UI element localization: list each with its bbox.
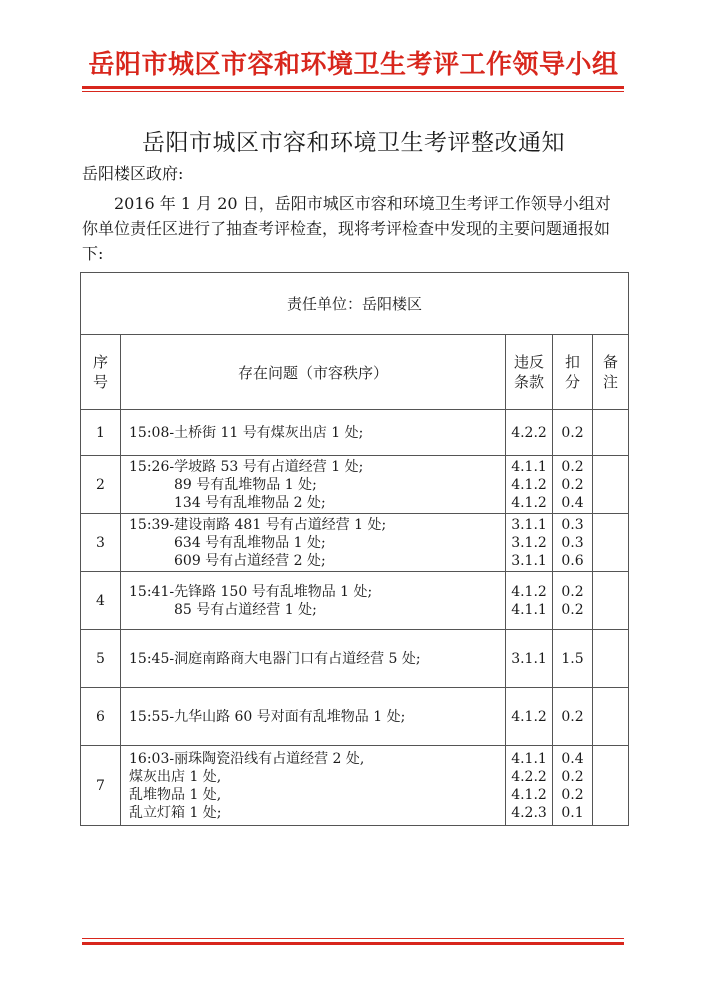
code-value: 4.2.2 xyxy=(511,424,547,441)
row-code xyxy=(506,746,553,826)
row-issue xyxy=(121,688,506,746)
row-code xyxy=(506,630,553,688)
deduct-value: 0.2 xyxy=(561,768,584,785)
issue-line: 16:03-丽珠陶瓷沿线有占道经营 2 处, xyxy=(129,750,365,767)
table-row xyxy=(81,514,629,572)
row-seq: 6 xyxy=(81,688,121,746)
issue-line: 乱堆物品 1 处, xyxy=(129,786,222,803)
row-seq: 1 xyxy=(81,410,121,456)
deduct-value: 0.2 xyxy=(561,458,584,475)
row-issue xyxy=(121,746,506,826)
issue-line: 609 号有占道经营 2 处; xyxy=(174,552,326,569)
row-issue xyxy=(121,410,506,456)
row-deduct xyxy=(553,746,593,826)
deduct-value: 0.6 xyxy=(561,552,584,569)
issue-line: 634 号有乱堆物品 1 处; xyxy=(174,534,326,551)
issue-line: 85 号有占道经营 1 处; xyxy=(174,601,317,618)
code-value: 3.1.2 xyxy=(511,534,547,551)
row-deduct xyxy=(553,456,593,514)
row-code xyxy=(506,688,553,746)
row-code xyxy=(506,514,553,572)
code-value: 4.2.3 xyxy=(511,804,547,821)
addressee: 岳阳楼区政府: xyxy=(82,164,184,183)
issue-line: 15:55-九华山路 60 号对面有乱堆物品 1 处; xyxy=(129,708,406,725)
code-value: 4.1.2 xyxy=(511,708,547,725)
code-value: 4.1.2 xyxy=(511,476,547,493)
header-code: 违反条款 xyxy=(506,335,553,410)
code-value: 4.2.2 xyxy=(511,768,547,785)
header-issue: 存在问题（市容秩序） xyxy=(121,335,506,410)
code-value: 3.1.1 xyxy=(511,650,547,667)
issue-line: 乱立灯箱 1 处; xyxy=(129,804,222,821)
deduct-value: 0.2 xyxy=(561,708,584,725)
deduct-value: 0.2 xyxy=(561,786,584,803)
header-rule-thin xyxy=(82,91,624,92)
code-value: 3.1.1 xyxy=(511,552,547,569)
footer-rule-thick xyxy=(82,942,624,945)
deduct-value: 0.2 xyxy=(561,476,584,493)
row-deduct xyxy=(553,410,593,456)
issue-line: 煤灰出店 1 处, xyxy=(129,768,222,785)
row-issue xyxy=(121,630,506,688)
table-row xyxy=(81,410,629,456)
deduct-value: 1.5 xyxy=(561,650,584,667)
deduct-value: 0.3 xyxy=(561,534,584,551)
row-note xyxy=(593,410,629,456)
code-value: 4.1.1 xyxy=(511,750,547,767)
table-row xyxy=(81,746,629,826)
row-note xyxy=(593,688,629,746)
row-seq: 7 xyxy=(81,746,121,826)
row-note xyxy=(593,456,629,514)
header-note: 备注 xyxy=(593,335,629,410)
row-seq: 2 xyxy=(81,456,121,514)
row-note xyxy=(593,746,629,826)
code-value: 4.1.1 xyxy=(511,458,547,475)
issue-line: 15:41-先锋路 150 号有乱堆物品 1 处; xyxy=(129,583,373,600)
row-code xyxy=(506,410,553,456)
issue-line: 15:45-洞庭南路商大电器门口有占道经营 5 处; xyxy=(129,650,421,667)
responsible-unit: 责任单位：岳阳楼区 xyxy=(81,273,629,335)
row-deduct xyxy=(553,688,593,746)
code-value: 4.1.2 xyxy=(511,583,547,600)
row-seq: 3 xyxy=(81,514,121,572)
row-issue xyxy=(121,514,506,572)
table-row xyxy=(81,456,629,514)
org-header-title: 岳阳市城区市容和环境卫生考评工作领导小组 xyxy=(88,50,619,80)
row-code xyxy=(506,456,553,514)
deduct-value: 0.3 xyxy=(561,516,584,533)
row-note xyxy=(593,572,629,630)
issues-table xyxy=(80,272,629,826)
issue-line: 15:39-建设南路 481 号有占道经营 1 处; xyxy=(129,516,387,533)
row-deduct xyxy=(553,630,593,688)
deduct-value: 0.4 xyxy=(561,750,584,767)
footer-rule-thin xyxy=(82,938,624,939)
code-value: 4.1.2 xyxy=(511,494,547,511)
code-value: 4.1.1 xyxy=(511,601,547,618)
deduct-value: 0.4 xyxy=(561,494,584,511)
row-seq: 5 xyxy=(81,630,121,688)
row-deduct xyxy=(553,514,593,572)
row-issue xyxy=(121,456,506,514)
row-note xyxy=(593,514,629,572)
row-deduct xyxy=(553,572,593,630)
unit-row xyxy=(81,273,629,335)
header-deduct: 扣分 xyxy=(553,335,593,410)
issue-line: 89 号有乱堆物品 1 处; xyxy=(174,476,317,493)
row-seq: 4 xyxy=(81,572,121,630)
row-issue xyxy=(121,572,506,630)
code-value: 4.1.2 xyxy=(511,786,547,803)
table-row xyxy=(81,630,629,688)
issue-line: 15:26-学坡路 53 号有占道经营 1 处; xyxy=(129,458,364,475)
header-row xyxy=(81,335,629,410)
issue-line: 134 号有乱堆物品 2 处; xyxy=(174,494,326,511)
row-note xyxy=(593,630,629,688)
document-title: 岳阳市城区市容和环境卫生考评整改通知 xyxy=(142,130,565,156)
table-row xyxy=(81,572,629,630)
header-rule-thick xyxy=(82,86,624,89)
row-code xyxy=(506,572,553,630)
deduct-value: 0.2 xyxy=(561,601,584,618)
issue-line: 15:08-土桥街 11 号有煤灰出店 1 处; xyxy=(129,424,364,441)
code-value: 3.1.1 xyxy=(511,516,547,533)
header-seq: 序号 xyxy=(81,335,121,410)
body-paragraph: 2016 年 1 月 20 日，岳阳市城区市容和环境卫生考评工作领导小组对你单位责任区进行了抽查考评检查，现将考评检查中发现的主要问题通报如下: xyxy=(82,194,611,263)
deduct-value: 0.2 xyxy=(561,583,584,600)
deduct-value: 0.2 xyxy=(561,424,584,441)
deduct-value: 0.1 xyxy=(561,804,584,821)
table-row xyxy=(81,688,629,746)
